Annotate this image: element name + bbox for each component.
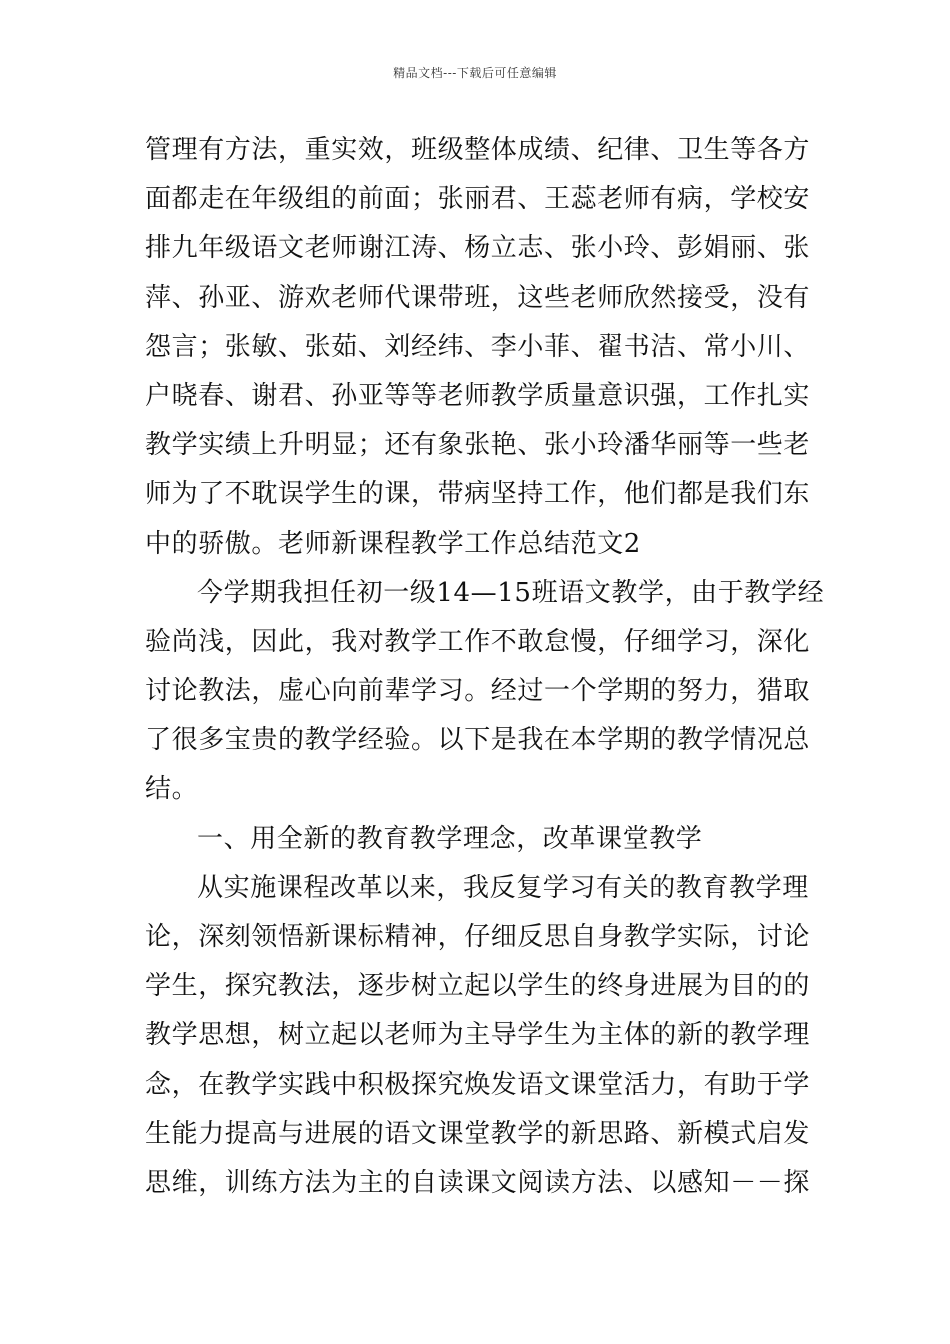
text-line: 教学思想，树立起以老师为主导学生为主体的新的教学理 xyxy=(145,1020,811,1051)
text-line: 排九年级语文老师谢江涛、杨立志、张小玲、彭娟丽、张 xyxy=(145,233,811,264)
text-line: 一、用全新的教育教学理念，改革课堂教学 xyxy=(197,823,703,854)
text-line: 户晓春、谢君、孙亚等等老师教学质量意识强，工作扎实 xyxy=(145,380,811,411)
text-line: 教学实绩上升明显；还有象张艳、张小玲潘华丽等一些老 xyxy=(145,430,811,461)
text-line: 学生，探究教法，逐步树立起以学生的终身进展为目的的 xyxy=(145,971,811,1002)
document-body xyxy=(145,126,825,1208)
text-line: 管理有方法，重实效，班级整体成绩、纪律、卫生等各方 xyxy=(145,135,811,165)
text-line: 验尚浅，因此，我对教学工作不敢怠慢，仔细学习，深化 xyxy=(145,626,811,657)
text-line: 师为了不耽误学生的课，带病坚持工作，他们都是我们东 xyxy=(145,479,811,510)
text-line: 结。 xyxy=(145,774,199,805)
text-line: 论，深刻领悟新课标精神，仔细反思自身教学实际，讨论 xyxy=(145,922,811,952)
text-line: 思维，训练方法为主的自读课文阅读方法、以感知－－探 xyxy=(145,1167,811,1198)
text-line: 怨言；张敏、张茹、刘经纬、李小菲、翟书洁、常小川、 xyxy=(145,331,811,362)
text-line: 了很多宝贵的教学经验。以下是我在本学期的教学情况总 xyxy=(145,725,811,756)
text-line: 从实施课程改革以来，我反复学习有关的教育教学理 xyxy=(197,872,809,903)
text-line: 面都走在年级组的前面；张丽君、王蕊老师有病，学校安 xyxy=(145,184,811,215)
text-line: 讨论教法，虚心向前辈学习。经过一个学期的努力，猎取 xyxy=(145,676,811,707)
text-line: 生能力提高与进展的语文课堂教学的新思路、新模式启发 xyxy=(145,1118,811,1149)
text-line: 今学期我担任初一级14—15班语文教学，由于教学经 xyxy=(197,577,825,608)
text-line: 念，在教学实践中积极探究焕发语文课堂活力，有助于学 xyxy=(145,1069,811,1100)
text-line: 中的骄傲。老师新课程教学工作总结范文2 xyxy=(145,528,641,559)
text-line: 萍、孙亚、游欢老师代课带班，这些老师欣然接受，没有 xyxy=(145,282,811,313)
page-header: 精品文档---下载后可任意编辑 xyxy=(393,66,557,80)
